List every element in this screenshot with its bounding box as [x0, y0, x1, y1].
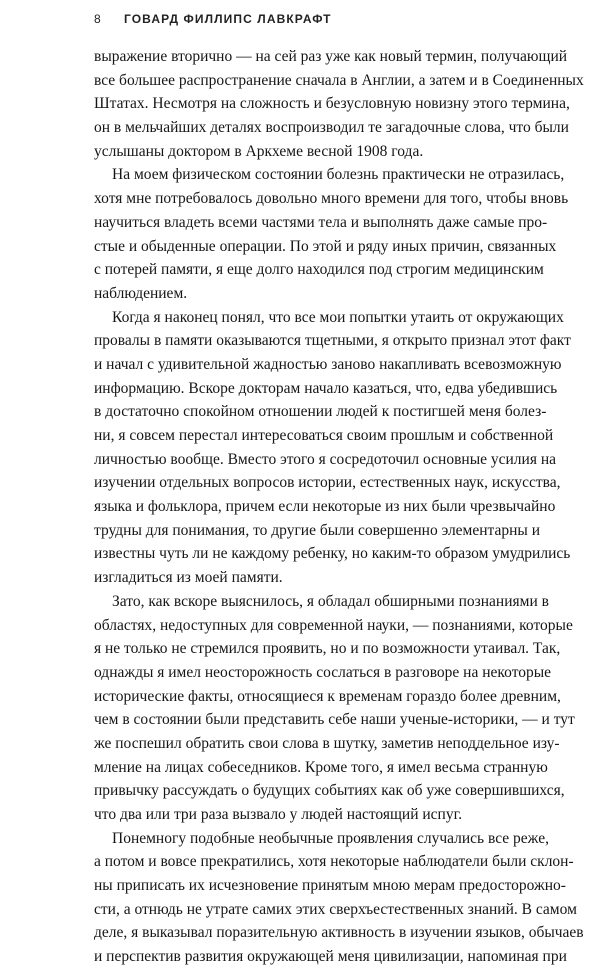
- text-line: научиться владеть всеми частями тела и выполнять даже самые про-: [94, 213, 548, 231]
- text-line: чем в состоянии были представить себе наши ученые-историки, — и тут: [94, 711, 575, 729]
- text-line: услышаны доктором в Аркхеме весной 1908 года.: [94, 142, 424, 160]
- text-line: и перспектив развития окружающей меня цивилизации, напоминая при: [94, 948, 567, 966]
- text-line: Зато, как вскоре выяснилось, я обладал обширными познаниями в: [112, 592, 549, 610]
- text-line: исторические факты, относящиеся к временам гораздо более древним,: [94, 687, 561, 705]
- paragraph: [94, 163, 569, 305]
- text-line: деле, я выказывал поразительную активность в изучении языков, обычаев: [94, 924, 584, 942]
- text-line: и начал с удивительной жадностью заново накапливать всевозможную: [94, 355, 562, 373]
- body-text: [94, 45, 584, 969]
- paragraph: [94, 827, 584, 969]
- text-line: областях, недоступных для современной науки, — познаниями, которые: [94, 616, 573, 634]
- paragraph: [94, 590, 575, 827]
- text-line: Штатах. Несмотря на сложность и безусловную новизну этого термина,: [94, 95, 570, 113]
- text-line: сти, а отнюдь не утрате самих этих сверхъестественных знаний. В самом: [94, 900, 577, 918]
- text-line: привычку рассуждать о будущих событиях как об уже совершившихся,: [94, 782, 565, 800]
- text-line: ни, я совсем перестал интересоваться своим прошлым и собственной: [94, 427, 554, 444]
- page-number: 8: [94, 12, 101, 26]
- text-line: стые и обыденные операции. По этой и ряду иных причин, связанных: [94, 237, 557, 255]
- text-line: хотя мне потребовалось довольно много времени для того, чтобы вновь: [94, 190, 569, 208]
- text-line: мление на лицах собеседников. Кроме того, я имел весьма странную: [94, 758, 548, 776]
- text-line: все большее распространение сначала в Англии, а затем и в Соединенных: [94, 71, 584, 89]
- text-line: Понемногу подобные необычные проявления случались все реже,: [112, 829, 549, 847]
- text-line: На моем физическом состоянии болезнь практически не отразилась,: [112, 166, 565, 184]
- text-line: в достаточно спокойном отношении людей к постигшей меня болез-: [94, 403, 547, 421]
- text-line: трудны для понимания, то другие были совершенно элементарны и: [94, 521, 541, 539]
- text-line: провалы в памяти оказываются тщетными, я открыто признал этот факт: [94, 332, 571, 350]
- text-line: ны приписать их исчезновение принятым мною мерам предосторожно-: [94, 877, 566, 895]
- text-line: я не только не стремился проявить, но и по возможности утаивал. Так,: [94, 640, 561, 658]
- paragraph: [94, 306, 571, 590]
- text-line: он в мельчайших деталях воспроизводил те загадочные слова, что были: [94, 119, 569, 137]
- text-line: с потерей памяти, я еще долго находился под строгим медицинским: [94, 261, 544, 279]
- text-line: изучении отдельных вопросов истории, естественных наук, искусства,: [94, 474, 561, 492]
- text-line: однажды я имел неосторожность сослаться в разговоре на некоторые: [94, 663, 552, 681]
- text-line: а потом и вовсе прекратились, хотя некоторые наблюдатели были склон-: [94, 853, 574, 871]
- paragraph: [94, 45, 584, 163]
- text-line: выражение вторично — на сей раз уже как новый термин, получающий: [94, 48, 568, 65]
- text-line: же поспешил обратить свои слова в шутку, заметив неподдельное изу-: [94, 734, 560, 752]
- running-header: [94, 12, 332, 32]
- text-line: языка и фольклора, причем если некоторые из них были чрезвычайно: [94, 498, 556, 516]
- text-line: что два или три раза вызвало у людей настоящий испуг.: [94, 806, 463, 823]
- text-line: изгладиться из моей памяти.: [94, 569, 283, 587]
- text-line: информацию. Вскоре докторам начало казаться, что, едва убедившись: [94, 379, 558, 397]
- running-title: ГОВАРД ФИЛЛИПС ЛАВКРАФТ: [124, 12, 332, 26]
- text-line: личностью вообще. Вместо этого я сосредоточил основные усилия на: [94, 450, 557, 468]
- text-line: наблюдением.: [94, 284, 188, 302]
- text-line: Когда я наконец понял, что все мои попытки утаить от окружающих: [112, 308, 564, 326]
- text-line: известны чуть ли не каждому ребенку, но каким-то образом умудрились: [94, 545, 571, 563]
